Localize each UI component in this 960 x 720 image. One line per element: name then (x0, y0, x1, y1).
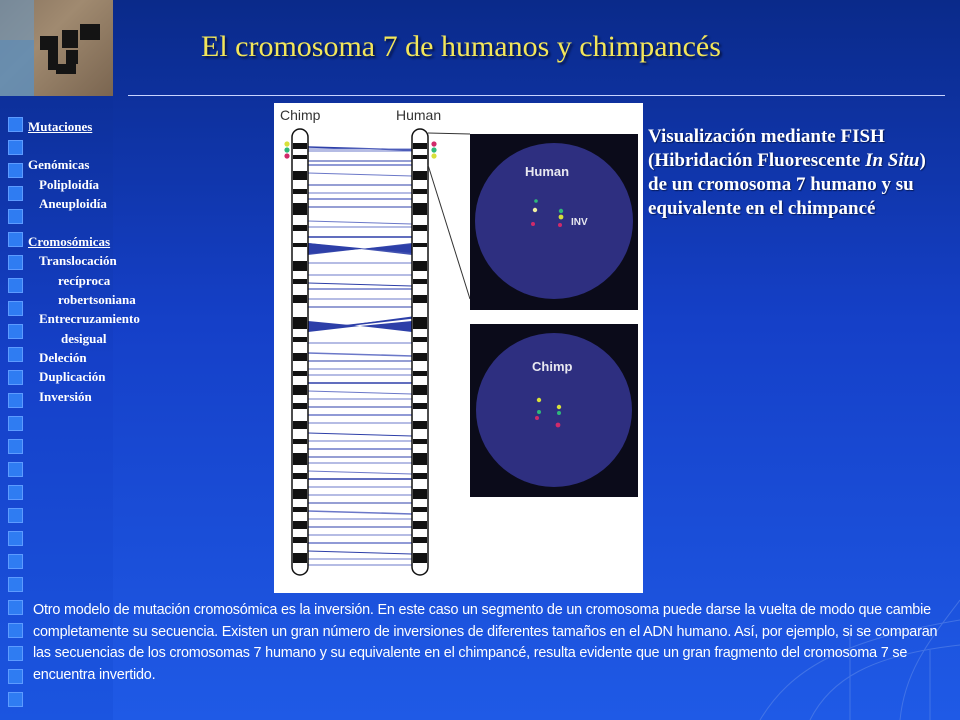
blue-square-bullet-icon (8, 209, 23, 224)
blue-square-bullet-icon (8, 117, 23, 132)
chromosome-band (293, 261, 307, 271)
homology-link-line (308, 173, 412, 176)
blue-square-bullet-icon (8, 324, 23, 339)
chromosome-band (413, 385, 427, 395)
chromosome-band (413, 489, 427, 499)
nav-item-poliploidia[interactable]: Poliploidía (39, 176, 99, 192)
chromosome-band (293, 171, 307, 180)
chromosome-band (293, 403, 307, 409)
chromosome-band (413, 507, 427, 512)
blue-square-bullet-icon (8, 577, 23, 592)
chromosome-band (413, 537, 427, 543)
chromosome-band (293, 439, 307, 444)
nav-item-cromosomicas[interactable]: Cromosómicas (28, 234, 111, 250)
blue-square-bullet-icon (8, 278, 23, 293)
chromosome-band (293, 295, 307, 303)
chromosome-band (413, 317, 427, 329)
chromosome-band (293, 521, 307, 529)
human-fish-panel (470, 134, 638, 310)
caption-text-2: ) de un cromosoma 7 humano y su equivalente en el chimpancé (648, 150, 926, 219)
chromosome-band (293, 143, 307, 149)
chromosome-band (413, 453, 427, 465)
homology-link-line (308, 433, 412, 436)
homology-link-line (308, 353, 412, 356)
blue-square-bullet-icon (8, 232, 23, 247)
nav-item-inversion[interactable]: Inversión (39, 388, 92, 404)
chromosome-band (293, 453, 307, 465)
blue-square-bullet-icon (8, 508, 23, 523)
nav-item-delecion[interactable]: Deleción (39, 349, 87, 365)
chromosome-diagram (274, 103, 643, 593)
chromosome-band (413, 403, 427, 409)
chromosome-band (293, 189, 307, 194)
nav-item-duplicacion[interactable]: Duplicación (39, 369, 106, 385)
blue-square-bullet-icon (8, 554, 23, 569)
body-paragraph: Otro modelo de mutación cromosómica es la inversión. En este caso un segmento de un cromosoma puede darse la vuelta de modo que cambie completamente su secuencia. Existen un gran número de inversiones de diferentes tamaños en el ADN humano. Así, por ejemplo, si se comparan las secuencias de los cromosomas 7 humano y su equivalente en el chimpancé, resulta evidente que un gran fragmento del cromosoma 7 se encuentra invertido. (33, 602, 938, 683)
nav-item-translocacion[interactable]: Translocación (39, 253, 117, 269)
nav-item-desigual[interactable]: desigual (61, 330, 107, 346)
chimp-chromosome (292, 129, 308, 575)
human-probe-markers (431, 141, 436, 158)
blue-square-bullet-icon (8, 669, 23, 684)
blue-square-bullet-icon (8, 255, 23, 270)
chromosome-band (413, 337, 427, 342)
chromosome-band (413, 371, 427, 376)
chromosome-band (293, 385, 307, 395)
chimp-fish-panel (470, 324, 638, 497)
human-label: Human (396, 107, 442, 123)
chromosome-band (413, 421, 427, 429)
nav-item-entrecruzamiento[interactable]: Entrecruzamiento (39, 311, 140, 327)
blue-square-bullet-icon (8, 393, 23, 408)
homology-link-line (308, 391, 412, 394)
chromosome-band (413, 189, 427, 194)
chromosome-band (413, 225, 427, 231)
blue-square-bullet-icon (8, 163, 23, 178)
blue-square-bullet-icon (8, 600, 23, 615)
chromosome-band (293, 337, 307, 342)
chromosome-band (413, 295, 427, 303)
blue-square-bullet-icon (8, 370, 23, 385)
nav-spacer (28, 136, 158, 155)
blue-square-bullet-icon (8, 462, 23, 477)
chimp-probe-markers (284, 141, 289, 158)
chimp-label: Chimp (280, 107, 321, 123)
homology-link-line (308, 221, 412, 224)
homology-link-line (308, 283, 412, 286)
blue-square-bullet-icon (8, 646, 23, 661)
figure-caption (648, 125, 948, 221)
homology-link-line (308, 471, 412, 474)
panel-human-label: Human (525, 164, 570, 179)
panel-inv-label: INV (571, 217, 588, 228)
human-chromosome (412, 129, 428, 575)
blue-square-bullet-icon (8, 140, 23, 155)
logo-icon (0, 0, 113, 96)
caption-text-1: Visualización mediante FISH (Hibridación Fluorescente (648, 126, 885, 171)
chromosome-band (413, 261, 427, 271)
homology-link-line (308, 551, 412, 554)
chromosome-band (413, 521, 427, 529)
chromosome-band (293, 203, 307, 215)
chromosome-band (413, 439, 427, 444)
chromosome-band (293, 421, 307, 429)
chromosome-band (413, 353, 427, 361)
chromosome-band (293, 371, 307, 376)
title-divider (128, 95, 945, 96)
panel-chimp-label: Chimp (532, 359, 573, 374)
chromosome-band (293, 489, 307, 499)
nav-item-aneuploidia[interactable]: Aneuploidía (39, 195, 107, 211)
blue-square-bullet-icon (8, 347, 23, 362)
chromosome-band (293, 317, 307, 329)
chromosome-band (413, 553, 427, 563)
page-title: El cromosoma 7 de humanos y chimpancés (201, 30, 721, 63)
zoom-line-top (428, 133, 470, 134)
chromosome-figure (274, 103, 643, 593)
blue-square-bullet-icon (8, 186, 23, 201)
chromosome-band (413, 171, 427, 180)
chromosome-band (413, 155, 427, 159)
nav-spacer (28, 213, 158, 232)
chromosome-band (413, 473, 427, 479)
nav-item-mutaciones[interactable]: Mutaciones (28, 119, 93, 134)
blue-square-bullet-icon (8, 623, 23, 638)
chromosome-band (293, 243, 307, 247)
university-logo (0, 0, 113, 96)
chromosome-band (293, 279, 307, 284)
chromosome-band (413, 203, 427, 215)
caption-italic: In Situ (865, 150, 920, 171)
chromosome-band (293, 507, 307, 512)
blue-square-bullet-icon (8, 485, 23, 500)
blue-square-bullet-icon (8, 692, 23, 707)
chromosome-band (293, 353, 307, 361)
nav-item-reciproca[interactable]: recíproca (58, 272, 111, 288)
nav-item-robertsoniana[interactable]: robertsoniana (58, 292, 136, 308)
chromosome-band (413, 143, 427, 149)
homology-link-line (308, 511, 412, 514)
blue-square-bullet-icon (8, 301, 23, 316)
chromosome-band (293, 225, 307, 231)
chromosome-band (413, 279, 427, 284)
sidebar-bullets (8, 117, 24, 715)
chromosome-band (293, 553, 307, 563)
blue-square-bullet-icon (8, 531, 23, 546)
nav-item-genomicas[interactable]: Genómicas (28, 157, 90, 173)
homology-links (308, 147, 412, 565)
chromosome-band (293, 473, 307, 479)
blue-square-bullet-icon (8, 439, 23, 454)
chromosome-band (413, 243, 427, 247)
sidebar-nav (28, 117, 158, 406)
blue-square-bullet-icon (8, 416, 23, 431)
chromosome-band (293, 537, 307, 543)
zoom-line-bottom (428, 165, 470, 299)
chromosome-band (293, 155, 307, 159)
